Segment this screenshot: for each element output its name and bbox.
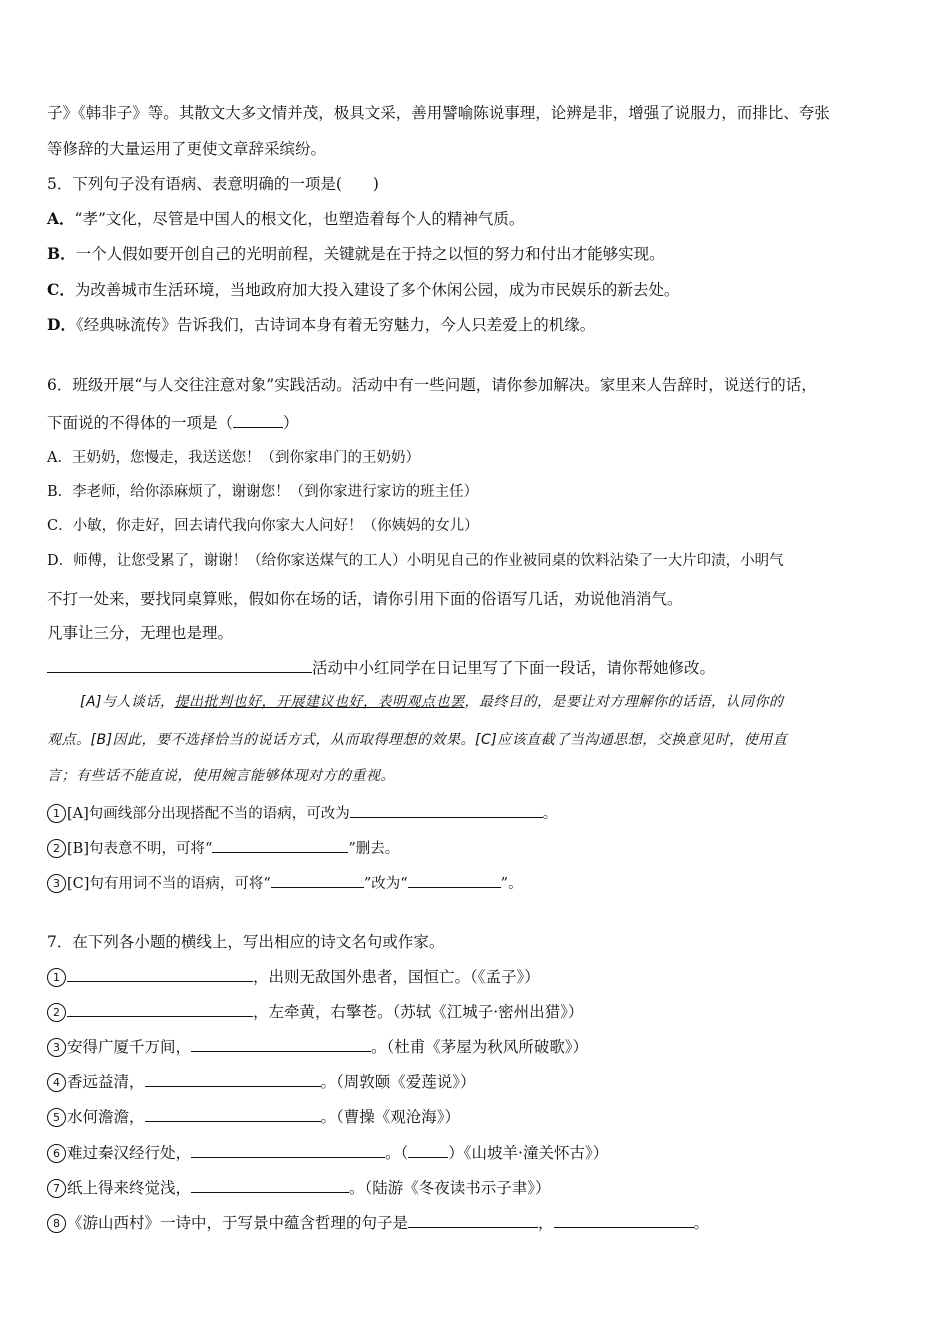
item-text: ，出则无敌国外患者，国恒亡。（《孟子》） xyxy=(253,968,540,986)
sub-text: 。 xyxy=(542,806,558,822)
answer-blank[interactable] xyxy=(67,1001,253,1017)
q5-option-d[interactable] xyxy=(47,315,595,335)
circled-number-1: 1 xyxy=(47,968,66,987)
sub-text: ”改为“ xyxy=(363,876,408,892)
q7-item-6 xyxy=(47,1142,608,1163)
q5-option-c[interactable] xyxy=(47,280,679,300)
q6-proverb: 凡事让三分，无理也是理。 xyxy=(47,624,234,642)
circled-number-2: 2 xyxy=(47,839,66,858)
q5-option-b[interactable] xyxy=(47,244,665,264)
sub-text: [A]句画线部分出现搭配不当的语病，可改为 xyxy=(67,806,350,822)
answer-blank[interactable] xyxy=(145,1071,321,1087)
q6-stem-text: 下面说的不得体的一项是（ xyxy=(47,414,234,432)
answer-blank[interactable] xyxy=(408,1142,448,1158)
answer-blank[interactable] xyxy=(408,1212,538,1228)
item-text: ， xyxy=(538,1214,554,1232)
q7-item-3 xyxy=(47,1036,588,1057)
answer-blank[interactable] xyxy=(191,1177,349,1193)
item-text: 。（ xyxy=(385,1144,409,1162)
q6-sub-1 xyxy=(47,802,557,824)
q7-item-7 xyxy=(47,1177,551,1198)
q7-item-5 xyxy=(47,1106,460,1127)
q5-stem: 5．下列句子没有语病、表意明确的一项是( ) xyxy=(47,175,379,193)
q6-stem-close: ） xyxy=(283,414,299,432)
answer-blank[interactable] xyxy=(191,1142,385,1158)
q6-diary-line-3: 言；有些话不能直说，使用婉言能够体现对方的重视。 xyxy=(47,768,395,784)
q6-continuation: 不打一处来，要找同桌算账，假如你在场的话，请你引用下面的俗语写几话，劝说他消消气。 xyxy=(47,590,683,608)
answer-blank[interactable] xyxy=(350,802,543,818)
answer-blank[interactable] xyxy=(191,1036,371,1052)
option-label: D． xyxy=(47,315,76,334)
item-text: 。（周敦颐《爱莲说》） xyxy=(320,1073,476,1091)
circled-number-3: 3 xyxy=(47,874,66,893)
item-text: ）《山坡羊·潼关怀古》） xyxy=(448,1144,609,1162)
answer-blank[interactable] xyxy=(145,1106,321,1122)
item-text: 安得广厦千万间， xyxy=(67,1038,192,1056)
q7-item-4 xyxy=(47,1071,476,1092)
q6-stem-line-1: 6．班级开展“与人交往注意对象”实践活动。活动中有一些问题，请你参加解决。家里来人告辞时，说送行的话， xyxy=(47,376,817,394)
item-text: 难过秦汉经行处， xyxy=(67,1144,192,1162)
circled-number-6: 6 xyxy=(47,1144,66,1163)
diary-text: ，最终目的，是要让对方理解你的话语，认同你的 xyxy=(464,694,784,710)
circled-number-1: 1 xyxy=(47,804,66,823)
item-text: 。 xyxy=(693,1214,710,1232)
item-text: 《游山西村》一诗中，于写景中蕴含哲理的句子是 xyxy=(67,1214,409,1232)
option-label: B． xyxy=(47,244,76,263)
q7-item-8 xyxy=(47,1212,709,1233)
q7-item-2 xyxy=(47,1001,583,1022)
answer-blank[interactable] xyxy=(408,872,501,888)
sub-text: ”删去。 xyxy=(348,841,400,857)
circled-number-7: 7 xyxy=(47,1179,66,1198)
q5-option-a[interactable] xyxy=(47,209,524,229)
answer-blank[interactable] xyxy=(554,1212,694,1228)
item-text: 。（曹操《观沧海》） xyxy=(320,1108,461,1126)
circled-number-5: 5 xyxy=(47,1108,66,1127)
item-text: 纸上得来终觉浅， xyxy=(67,1179,192,1197)
answer-blank[interactable] xyxy=(233,412,283,428)
option-label: C． xyxy=(47,280,75,299)
item-text: 。（杜甫《茅屋为秋风所破歌》） xyxy=(371,1038,589,1056)
intro-line-2: 等修辞的大量运用了更使文章辞采缤纷。 xyxy=(47,140,327,158)
q6-option-b[interactable]: B．李老师，给你添麻烦了，谢谢您！（到你家进行家访的班主任） xyxy=(47,484,479,500)
q7-item-1 xyxy=(47,966,540,987)
circled-number-8: 8 xyxy=(47,1214,66,1233)
q6-diary-line-1 xyxy=(80,692,784,712)
q7-stem: 7．在下列各小题的横线上，写出相应的诗文名句或作家。 xyxy=(47,933,445,951)
option-text: 《经典咏流传》告诉我们，古诗词本身有着无穷魅力，今人只差爱上的机缘。 xyxy=(75,316,596,334)
sub-text: [C]句有用词不当的语病，可将“ xyxy=(67,876,271,892)
option-text: “孝”文化，尽管是中国人的根文化，也塑造着每个人的精神气质。 xyxy=(74,210,525,228)
circled-number-2: 2 xyxy=(47,1003,66,1022)
option-text: 为改善城市生活环境，当地政府加大投入建设了多个休闲公园，成为市民娱乐的新去处。 xyxy=(74,281,680,299)
option-text: 一个人假如要开创自己的光明前程，关键就是在于持之以恒的努力和付出才能够实现。 xyxy=(75,245,665,263)
item-text: 水何澹澹， xyxy=(67,1108,145,1126)
q6-diary-line-2: 观点。[B]因此，要不选择恰当的说话方式，从而取得理想的效果。[C]应该直截了当沟通思想，交换意见时，使用直 xyxy=(47,732,788,748)
circled-number-3: 3 xyxy=(47,1038,66,1057)
q6-option-d[interactable]: D．师傅，让您受累了，谢谢！（给你家送煤气的工人）小明见自己的作业被同桌的饮料沾染了一大片印渍，小明气 xyxy=(47,553,784,569)
answer-blank[interactable] xyxy=(212,837,348,853)
intro-line-1: 子》《韩非子》等。其散文大多文情并茂，极具文采，善用譬喻陈说事理，论辨是非，增强了说服力，而排比、夸张 xyxy=(47,104,830,122)
answer-blank[interactable] xyxy=(271,872,364,888)
sub-text: ”。 xyxy=(500,876,523,892)
q6-option-a[interactable]: A．王奶奶，您慢走，我送送您！（到你家串门的王奶奶） xyxy=(47,450,420,466)
sub-text: [B]句表意不明，可将“ xyxy=(67,841,213,857)
q6-sub-3 xyxy=(47,872,523,894)
q6-stem-line-2 xyxy=(47,412,299,433)
diary-underlined-phrase: 提出批判也好，开展建议也好，表明观点也罢 xyxy=(174,694,465,710)
q6-activity-line xyxy=(47,657,715,678)
answer-blank[interactable] xyxy=(47,657,312,673)
answer-blank[interactable] xyxy=(67,966,253,982)
item-text: ，左牵黄，右擎苍。（苏轼《江城子·密州出猎》） xyxy=(253,1003,584,1021)
circled-number-4: 4 xyxy=(47,1073,66,1092)
q6-activity-text: 活动中小红同学在日记里写了下面一段话，请你帮她修改。 xyxy=(312,659,716,677)
diary-text: [A]与人谈话， xyxy=(80,694,175,710)
option-label: A． xyxy=(47,209,75,228)
item-text: 香远益清， xyxy=(67,1073,145,1091)
q6-sub-2 xyxy=(47,837,399,859)
item-text: 。（陆游《冬夜读书示子聿》） xyxy=(349,1179,551,1197)
q6-option-c[interactable]: C．小敏，你走好，回去请代我向你家大人问好！（你姨妈的女儿） xyxy=(47,518,479,534)
